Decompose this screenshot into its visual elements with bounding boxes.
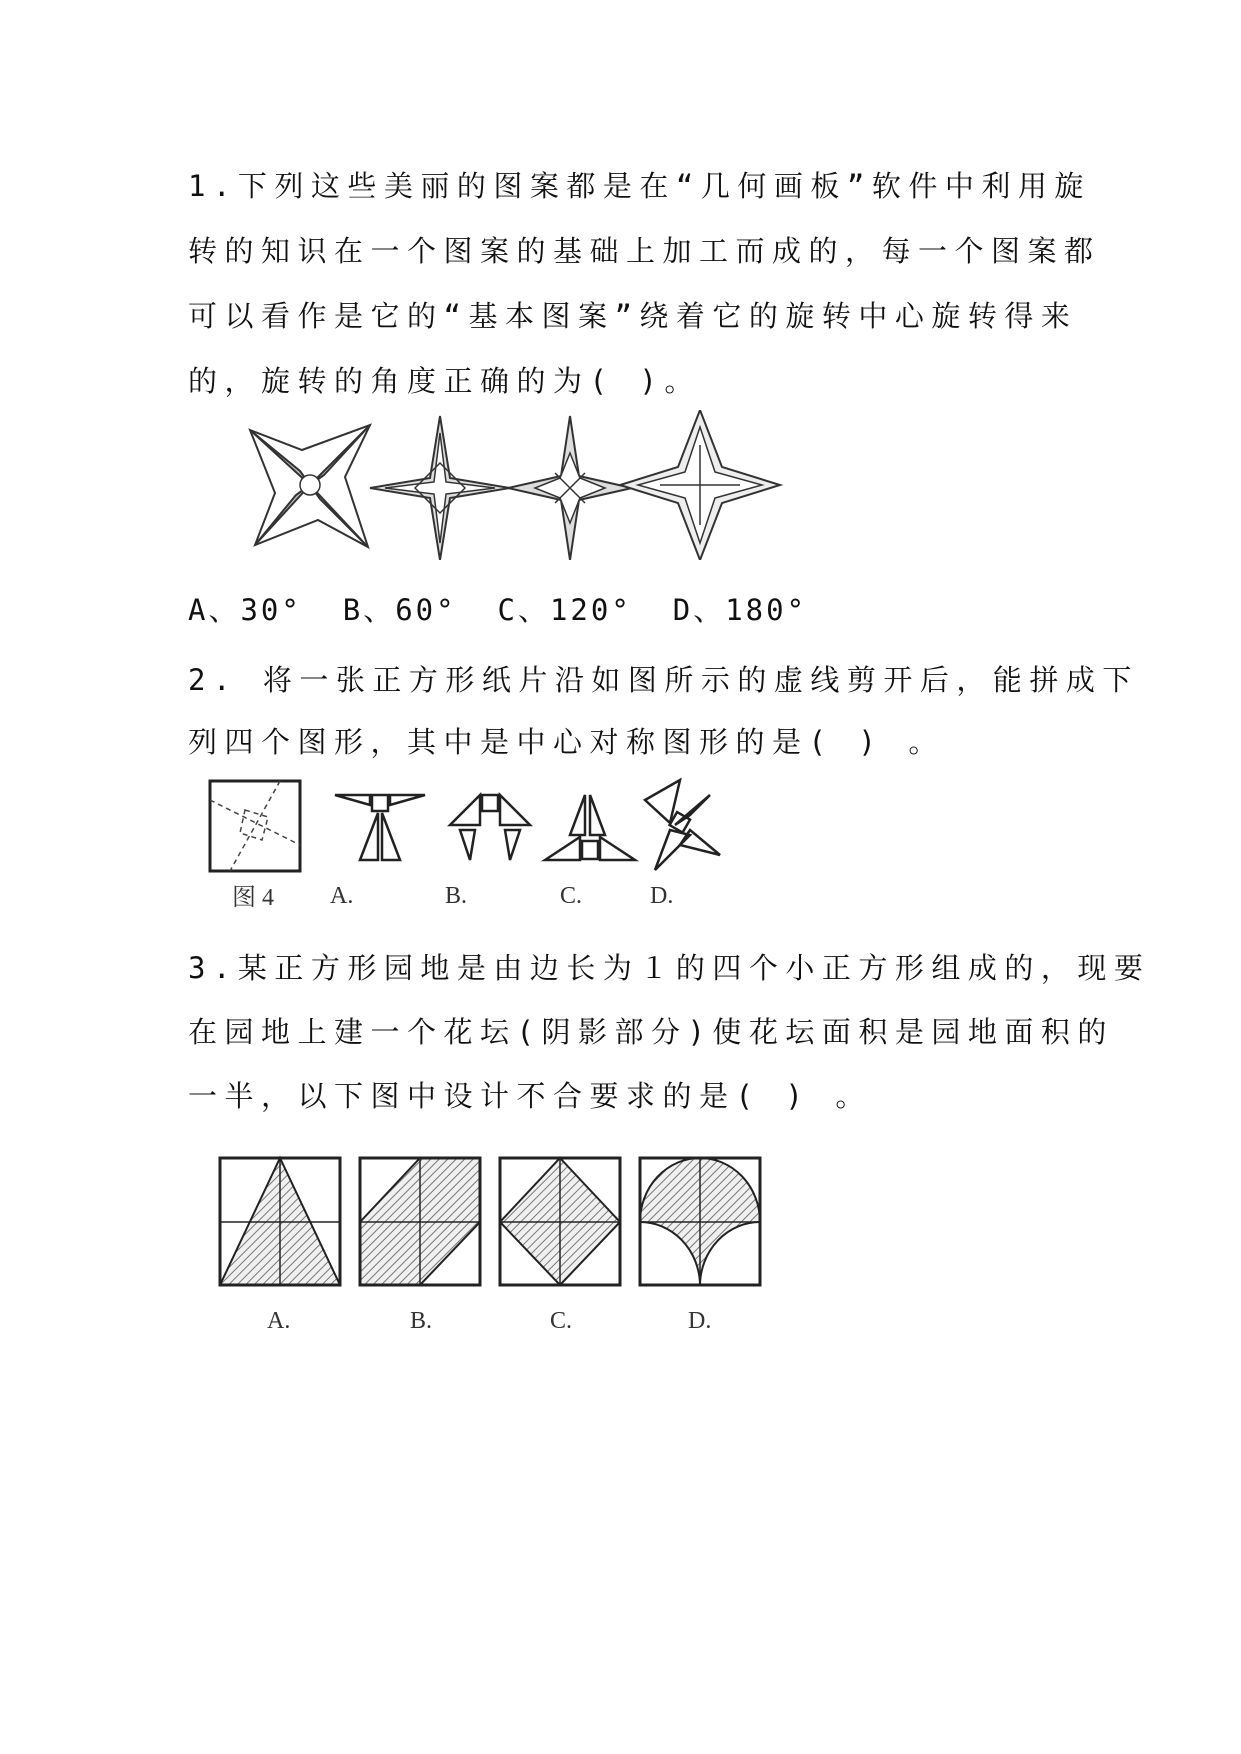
- q2-figure: [200, 775, 800, 930]
- q2-option-b-shape: [450, 795, 530, 860]
- q3-line-3: 一半，以下图中设计不合要求的是( ) 。: [188, 1079, 872, 1113]
- star-pattern-3: [508, 416, 632, 560]
- q3-label-d: D.: [688, 1308, 712, 1334]
- q1-line-4: 的，旋转的角度正确的为( )。: [188, 364, 701, 398]
- q3-option-a-garden: [220, 1158, 340, 1285]
- q2-label-d: D.: [650, 883, 674, 909]
- q2-line-1: 2. 将一张正方形纸片沿如图所示的虚线剪开后，能拼成下: [188, 663, 1139, 697]
- q2-label-c: C.: [560, 883, 583, 909]
- q3-label-a: A.: [267, 1308, 291, 1334]
- star-pattern-4: [620, 410, 780, 560]
- q3-option-d-garden: [640, 1158, 760, 1285]
- q1-line-3: 可以看作是它的“基本图案”绕着它的旋转中心旋转得来: [188, 299, 1078, 333]
- cut-square-figure: [210, 781, 300, 871]
- q1-line-2: 转的知识在一个图案的基础上加工而成的，每一个图案都: [188, 234, 1101, 268]
- q3-option-b-garden: [360, 1158, 480, 1285]
- q1-star-figures: [240, 410, 790, 560]
- q3-line-2: 在园地上建一个花坛(阴影部分)使花坛面积是园地面积的: [188, 1015, 1114, 1049]
- q3-label-c: C.: [550, 1308, 573, 1334]
- q2-label-a: A.: [330, 883, 354, 909]
- q3-figure: [210, 1150, 820, 1340]
- star-pattern-1: [250, 425, 370, 547]
- q1-line-1: 1.下列这些美丽的图案都是在“几何画板”软件中利用旋: [188, 169, 1091, 203]
- figure-4-caption: 图 4: [232, 885, 274, 911]
- q2-option-a-shape: [335, 795, 425, 860]
- q2-label-b: B.: [445, 883, 468, 909]
- q3-label-b: B.: [410, 1308, 433, 1334]
- q2-option-d-shape: [645, 780, 720, 870]
- star-pattern-2: [370, 416, 510, 560]
- q3-line-1: 3.某正方形园地是由边长为１的四个小正方形组成的，现要: [188, 951, 1151, 985]
- q2-line-2: 列四个图形，其中是中心对称图形的是( ) 。: [188, 725, 945, 759]
- q3-option-c-garden: [500, 1158, 620, 1285]
- q2-option-c-shape: [545, 795, 635, 860]
- q1-options: A、30° B、60° C、120° D、180°: [188, 593, 808, 627]
